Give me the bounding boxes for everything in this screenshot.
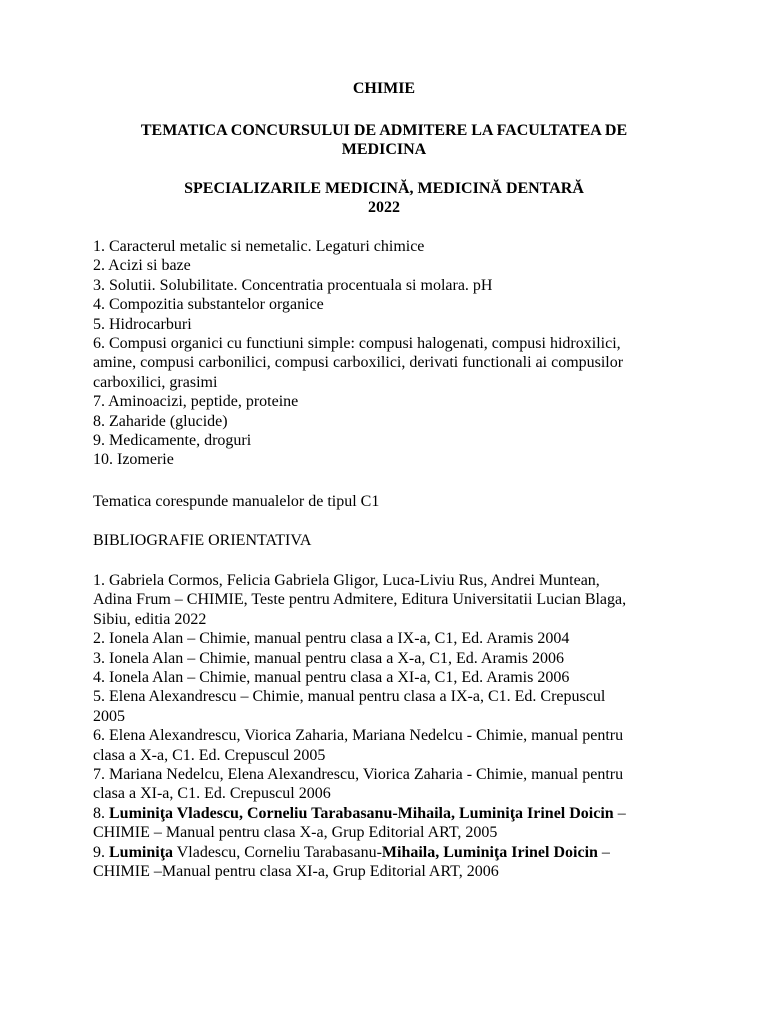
list-item: 10. Izomerie (93, 451, 174, 469)
bibliography-heading: BIBLIOGRAFIE ORIENTATIVA (93, 532, 312, 549)
list-item: carboxilici, grasimi (93, 373, 218, 391)
subtitle-line-1: TEMATICA CONCURSULUI DE ADMITERE LA FACULTATEA DE (140, 122, 628, 139)
list-item: 8. Zaharide (glucide) (93, 412, 228, 430)
list-item: amine, compusi carbonilici, compusi carboxilici, derivati functionali ai compusilor (93, 354, 624, 372)
bibliography-line: 1. Gabriela Cormos, Felicia Gabriela Gligor, Luca-Liviu Rus, Andrei Muntean, (93, 572, 600, 589)
specializations-text: SPECIALIZARILE MEDICINĂ, MEDICINĂ DENTARĂ (184, 180, 584, 197)
document-title: CHIMIE (352, 80, 416, 97)
specializations-heading (100, 179, 668, 218)
bibliography-line: Sibiu, editia 2022 (93, 610, 207, 628)
bibliography-line: 6. Elena Alexandrescu, Viorica Zaharia, Mariana Nedelcu - Chimie, manual pentru (93, 727, 624, 745)
bibliography-item-9-title: CHIMIE –Manual pentru clasa XI-a, Grup Editorial ART, 2006 (93, 863, 499, 881)
list-item: 6. Compusi organici cu functiuni simple: compusi halogenati, compusi hidroxilici, (93, 335, 621, 353)
topics-list (93, 237, 699, 470)
list-item: 4. Compozitia substantelor organice (93, 296, 324, 314)
bibliography-list (93, 571, 699, 882)
list-item: 3. Solutii. Solubilitate. Concentratia procentuala si molara. pH (93, 276, 493, 294)
bibliography-line: 7. Mariana Nedelcu, Elena Alexandrescu, Viorica Zaharia - Chimie, manual pentru (93, 766, 624, 784)
bibliography-item-8-title: CHIMIE – Manual pentru clasa X-a, Grup Editorial ART, 2005 (93, 824, 498, 842)
bibliography-line: 3. Ionela Alan – Chimie, manual pentru clasa a X-a, C1, Ed. Aramis 2006 (93, 649, 564, 667)
subtitle-line-2: MEDICINA (341, 141, 427, 159)
list-item: 7. Aminoacizi, peptide, proteine (93, 393, 299, 411)
bibliography-item-9-author-2: Mihaila, Luminiţa Irinel Doicin (381, 843, 598, 861)
bibliography-line: clasa a XI-a, C1. Ed. Crepuscul 2006 (93, 785, 331, 803)
bibliography-line: 2. Ionela Alan – Chimie, manual pentru clasa a IX-a, C1, Ed. Aramis 2004 (93, 630, 570, 648)
bibliography-line: 4. Ionela Alan – Chimie, manual pentru clasa a XI-a, C1, Ed. Aramis 2006 (93, 669, 570, 687)
bibliography-item-8-dash: – (613, 804, 626, 822)
bibliography-line: 5. Elena Alexandrescu – Chimie, manual pentru clasa a IX-a, C1. Ed. Crepuscul (93, 688, 606, 706)
bibliography-item-9-number: 9. (93, 843, 109, 861)
list-item: 1. Caracterul metalic si nemetalic. Legaturi chimice (93, 238, 425, 255)
bibliography-item-9-author-1: Luminiţa (109, 843, 174, 861)
bibliography-item-8 (93, 804, 699, 823)
manual-note: Tematica corespunde manualelor de tipul C1 (93, 493, 380, 510)
bibliography-line: 2005 (93, 707, 125, 725)
bibliography-item-9-author-mid: Vladescu, Corneliu Tarabasanu- (173, 843, 382, 861)
list-item: 2. Acizi si baze (93, 257, 191, 275)
list-item: 5. Hidrocarburi (93, 315, 192, 333)
bibliography-item-9-dash: – (597, 843, 610, 861)
bibliography-item-8-authors: Luminiţa Vladescu, Corneliu Tarabasanu-Mihaila, Luminiţa Irinel Doicin (109, 804, 614, 822)
bibliography-item-9 (93, 843, 699, 862)
bibliography-line: clasa a X-a, C1. Ed. Crepuscul 2005 (93, 746, 326, 764)
list-item: 9. Medicamente, droguri (93, 432, 252, 450)
year-text: 2022 (368, 199, 400, 217)
bibliography-item-8-number: 8. (93, 804, 109, 822)
bibliography-line: Adina Frum – CHIMIE, Teste pentru Admitere, Editura Universitatii Lucian Blaga, (93, 591, 627, 609)
document-subtitle (100, 121, 668, 160)
